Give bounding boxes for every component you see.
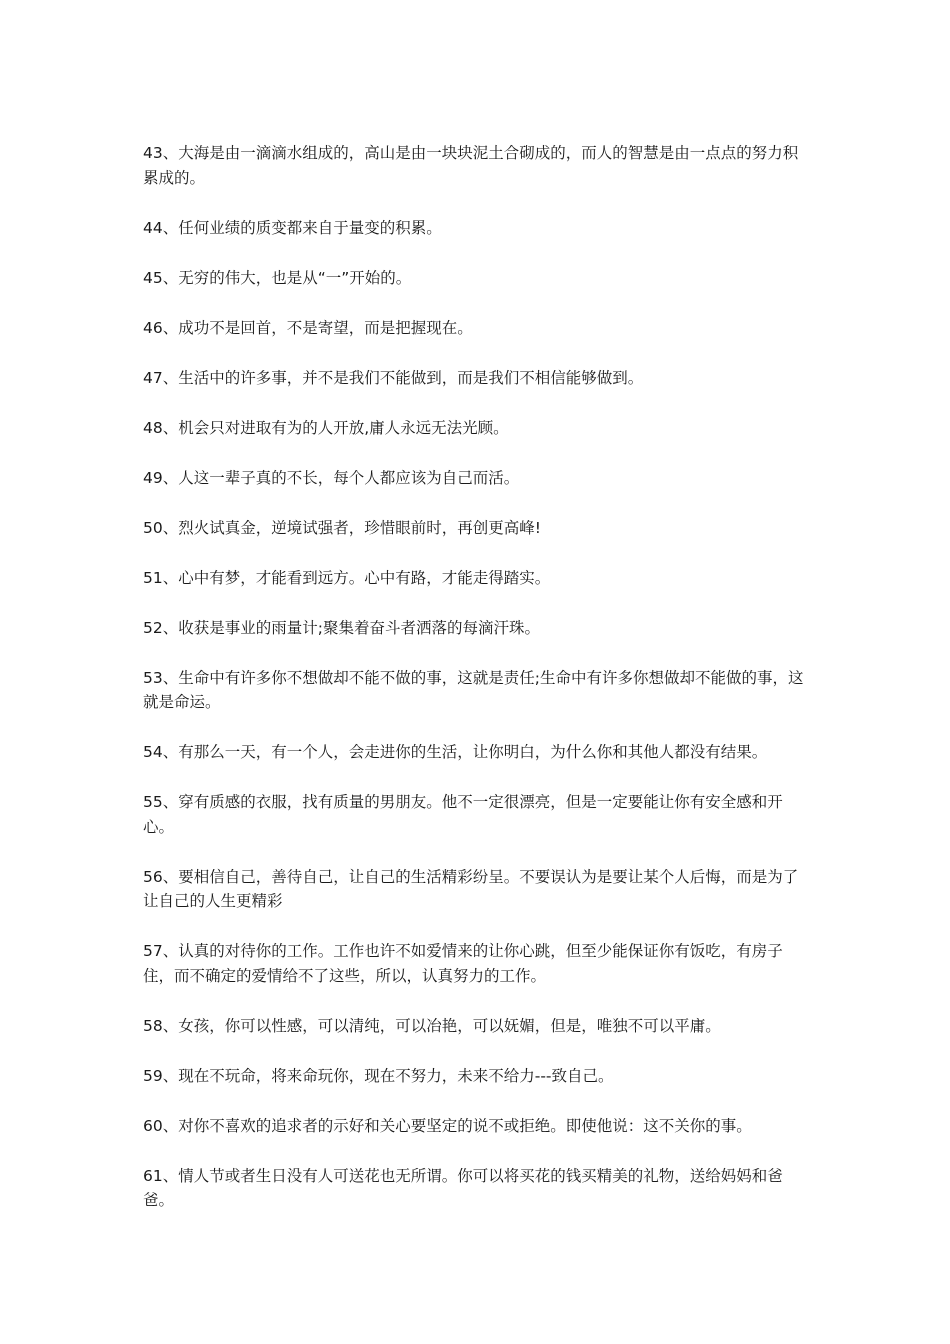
quote-50: 50、烈火试真金，逆境试强者，珍惜眼前时，再创更高峰! bbox=[143, 518, 541, 537]
quote-55: 55、穿有质感的衣服，找有质量的男朋友。他不一定很漂亮，但是一定要能让你有安全感和开心。 bbox=[143, 793, 783, 836]
quote-list bbox=[143, 141, 808, 1213]
quote-61: 61、情人节或者生日没有人可送花也无所谓。你可以将买花的钱买精美的礼物，送给妈妈和爸爸。 bbox=[143, 1166, 783, 1209]
quote-44: 44、任何业绩的质变都来自于量变的积累。 bbox=[143, 218, 442, 237]
quote-51: 51、心中有梦，才能看到远方。心中有路，才能走得踏实。 bbox=[143, 568, 551, 587]
quote-45: 45、无穷的伟大，也是从“一”开始的。 bbox=[143, 268, 412, 287]
quote-58: 58、女孩，你可以性感，可以清纯，可以冶艳，可以妩媚，但是，唯独不可以平庸。 bbox=[143, 1016, 721, 1035]
quote-43: 43、大海是由一滴滴水组成的，高山是由一块块泥土合砌成的，而人的智慧是由一点点的努力积累成的。 bbox=[143, 144, 799, 187]
quote-47: 47、生活中的许多事，并不是我们不能做到，而是我们不相信能够做到。 bbox=[143, 368, 644, 387]
quote-60: 60、对你不喜欢的追求者的示好和关心要坚定的说不或拒绝。即使他说：这不关你的事。 bbox=[143, 1116, 752, 1135]
quote-48: 48、机会只对进取有为的人开放,庸人永远无法光顾。 bbox=[143, 418, 509, 437]
quote-53: 53、生命中有许多你不想做却不能不做的事，这就是责任;生命中有许多你想做却不能做的事，这就是命运。 bbox=[143, 668, 804, 711]
quote-56: 56、要相信自己，善待自己，让自己的生活精彩纷呈。不要误认为是要让某个人后悔，而是为了让自己的人生更精彩 bbox=[143, 867, 799, 910]
quote-54: 54、有那么一天，有一个人，会走进你的生活，让你明白，为什么你和其他人都没有结果。 bbox=[143, 743, 768, 761]
quote-59: 59、现在不玩命，将来命玩你，现在不努力，未来不给力---致自己。 bbox=[143, 1066, 614, 1085]
quote-46: 46、成功不是回首，不是寄望，而是把握现在。 bbox=[143, 318, 473, 337]
quote-49: 49、人这一辈子真的不长，每个人都应该为自己而活。 bbox=[143, 468, 520, 487]
quote-57: 57、认真的对待你的工作。工作也许不如爱情来的让你心跳，但至少能保证你有饭吃，有房子住，而不确定的爱情给不了这些，所以，认真努力的工作。 bbox=[143, 942, 783, 985]
quote-52: 52、收获是事业的雨量计;聚集着奋斗者洒落的每滴汗珠。 bbox=[143, 618, 540, 637]
